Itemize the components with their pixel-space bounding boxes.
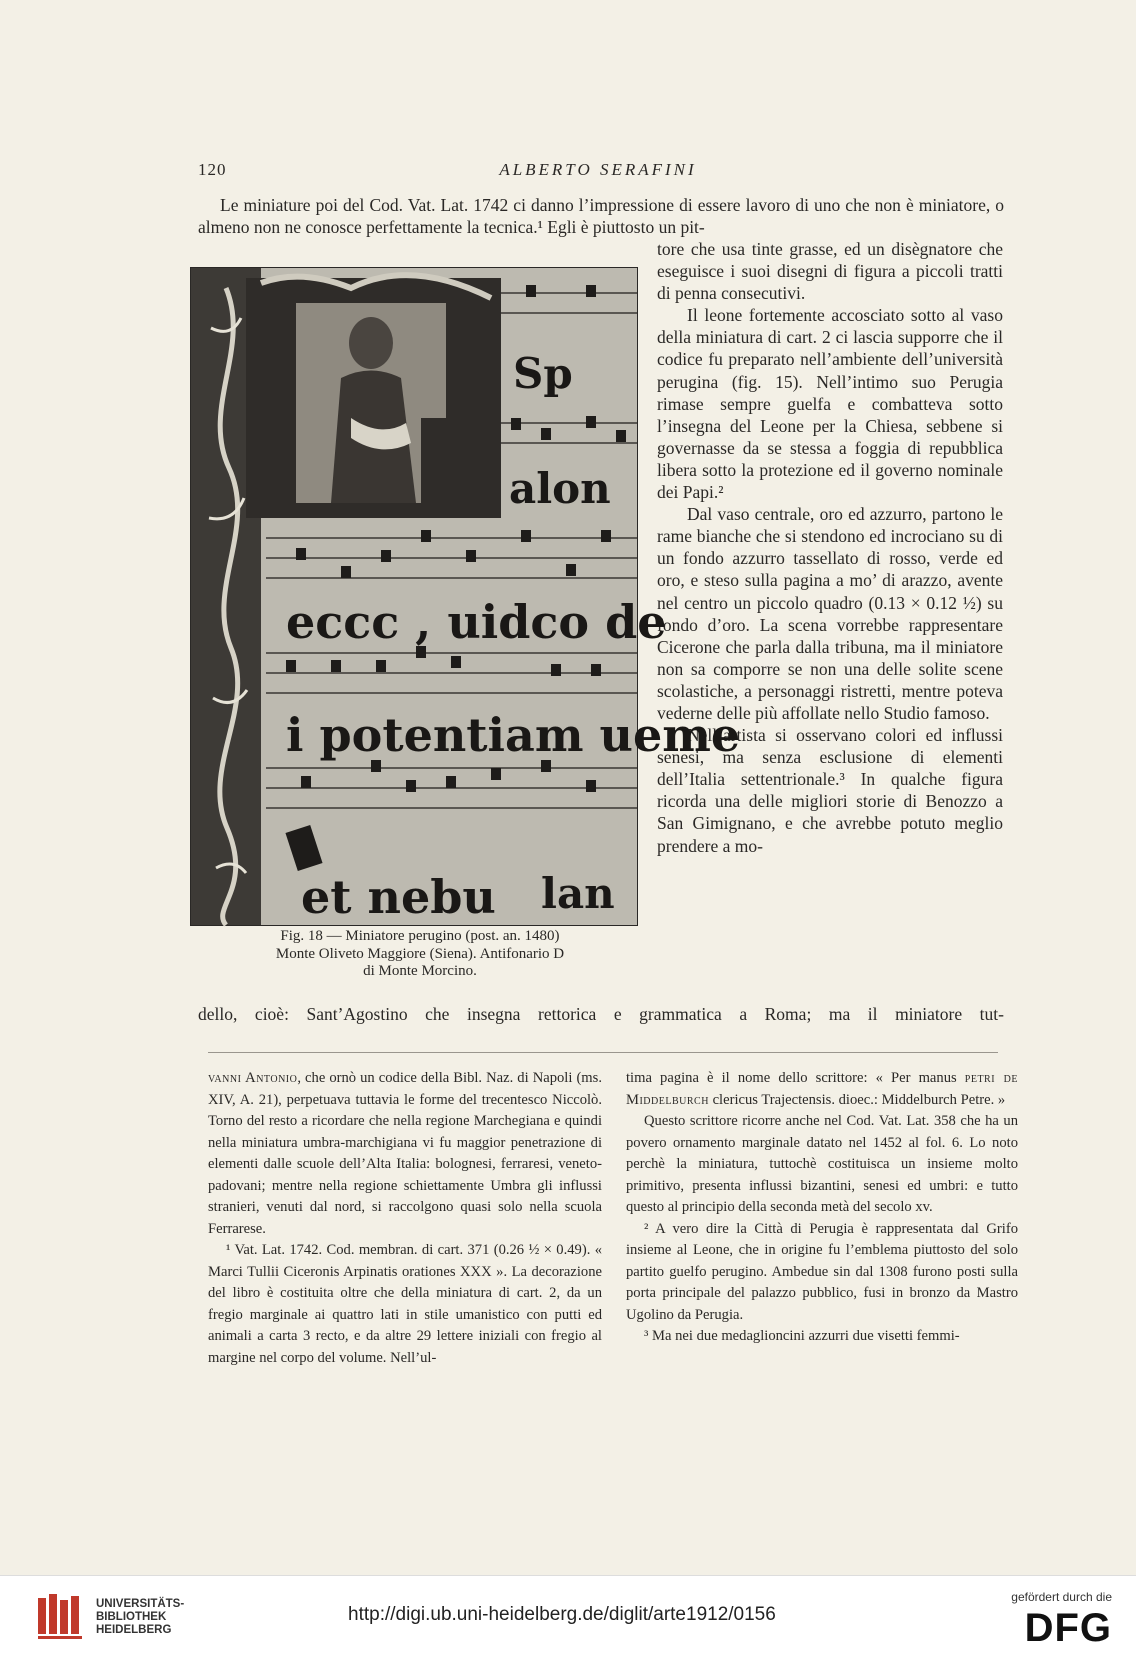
paragraph-final-line: dello, cioè: Sant’Agostino che insegna rettorica e grammatica a Roma; ma il miniatore tut-: [198, 1004, 1004, 1024]
antiphonary-miniature-image: [191, 268, 741, 925]
institution-name: [96, 1598, 184, 1637]
paragraph-vaso: Dal vaso centrale, oro ed azzurro, partono le rame bianche che si stendono ed incrociano su di un fondo azzurro tassellato di rosso, verde ed oro, e steso sulla pagina a mo’ di arazzo, avente nel centro un piccolo quadro (0.13 × 0.12 ½) su fondo d’oro. La scena vorrebbe rappresentare Cicerone che parla dalla tribuna, ma il miniatore non sa comporre se non una delle solite scene scolastiche, a personaggi ristretti, mentre poteva vederne delle più affollate nello Studio famoso.: [657, 504, 1003, 723]
footnote-divider: [208, 1052, 998, 1053]
permalink-url[interactable]: http://digi.ub.uni-heidelberg.de/diglit/arte1912/0156: [348, 1604, 776, 1625]
footnote-1: ¹ Vat. Lat. 1742. Cod. membran. di cart. 371 (0.26 ½ × 0.49). « Marci Tullii Ciceronis Arpinatis orationes XXX ». La decorazione del libro è costituita oltre che della miniatura di cart. 2, da un fregio marginale ai quattro lati in stile umanistico con putti ed animali a carta 3 recto, e da altre 29 lettere iniziali con fregio al margine nel corpo del volume. Nell’ul-: [208, 1242, 602, 1366]
chant-text-6: lan: [541, 869, 615, 918]
figure-caption: [215, 928, 625, 981]
caption-line-1: Fig. 18 — Miniatore perugino (post. an. 1480): [280, 928, 560, 944]
footnotes-right-column: [626, 1068, 1018, 1348]
running-title: ALBERTO SERAFINI: [499, 160, 697, 179]
chant-text-2: i potentiam ueme: [286, 708, 741, 762]
scribe-name-smallcaps: petri de Middelburch: [626, 1070, 1018, 1108]
digitization-footer: [0, 1575, 1136, 1656]
footnote-right-p1a: tima pagina è il nome dello scrittore: « Per manus: [626, 1070, 965, 1086]
chant-text-4: alon: [509, 464, 611, 513]
university-library-logo-icon: [36, 1590, 88, 1642]
institution-line-2: BIBLIOTHEK: [96, 1611, 167, 1623]
paragraph-intro-continued: tore che usa tinte grasse, ed un disègnatore che eseguisce i suoi disegni di figura a piccoli tratti di penna consecutivi.: [657, 239, 1003, 304]
dfg-logo: DFG: [1024, 1606, 1112, 1650]
footnotes-left-column: [208, 1068, 602, 1369]
caption-line-3: di Monte Morcino.: [363, 963, 477, 979]
footnote-3: ³ Ma nei due medaglioncini azzurri due visetti femmi-: [644, 1328, 960, 1344]
footnote-name-smallcaps: vanni Antonio: [208, 1070, 298, 1086]
text-column-right: [657, 238, 1003, 857]
chant-text-1: eccc , uidco de: [286, 595, 667, 649]
footnote-left-p1: , che ornò un codice della Bibl. Naz. di Napoli (ms. XIV, A. 21), perpetuava tuttavia le forme del trecentesco Niccolò. Torno del resto a ricordare che nella regione Marchegiana e quindi nella miniatura umbra-marchigiana vi fu maggior penetrazione di elementi dalle scuole dell’Alta Italia: bolognesi, ferraresi, veneto-padovani; mentre nella regione schiettamente Umbra gli influssi stranieri, venuti dal nord, si raccolgono quasi solo nella scuola Ferrarese.: [208, 1070, 602, 1237]
footnote-right-p1b: clericus Trajectensis. dioec.: Middelburch Petre. »: [708, 1091, 1006, 1108]
institution-line-1: UNIVERSITÄTS-: [96, 1598, 185, 1610]
institution-line-3: HEIDELBERG: [96, 1624, 172, 1636]
caption-line-2: Monte Oliveto Maggiore (Siena). Antifonario D: [275, 945, 565, 962]
chant-text-3: et nebu: [301, 870, 496, 924]
paragraph-intro: [198, 194, 1004, 238]
intro-line-1: Le miniature poi del Cod. Vat. Lat. 1742 ci danno l’impressione di essere lavoro di uno che: [220, 195, 870, 215]
funded-by-label: gefördert durch die: [1011, 1590, 1112, 1604]
chant-text-5: Sp: [513, 349, 573, 398]
paragraph-artista: Nell’artista si osservano colori ed influssi senesi, ma senza esclusione di elementi dell’Italia settentrionale.³ In qualche figura ricorda una delle migliori storie di Benozzo a San Gimignano, e che avrebbe potuto meglio prendere a mo-: [657, 725, 1003, 856]
paragraph-leone: Il leone fortemente accosciato sotto al vaso della miniatura di cart. 2 ci lascia supporre che il codice fu preparato nell’ambiente dell’università perugina (fig. 15). Nell’intimo suo Perugia rimase sempre guelfa e combatteva sotto l’insegna del Leone per la Chiesa, sebbene si governasse da se stessa a foggia di repubblica libera sotto la protezione ed il governo nominale dei Papi.²: [657, 305, 1003, 503]
running-head: [198, 160, 998, 184]
miniature-figure: [190, 267, 741, 926]
page-number: 120: [198, 160, 227, 179]
intro-line-2: non è miniatore, o almeno non ne conosce perfettamente la tecnica.¹ Egli è piuttosto un pit-: [198, 195, 1005, 238]
footnote-right-p2: Questo scrittore ricorre anche nel Cod. Vat. Lat. 358 che ha un povero ornamento marginale datato nel 1452 al fol. 6. Lo noto perchè la miniatura, tuttochè costituisca un insieme molto primitivo, presenta influssi bizantini, senesi ed umbri: e tutto questo al principio della seconda metà del secolo xv.: [626, 1113, 1018, 1215]
footnote-2: ² A vero dire la Città di Perugia è rappresentata dal Grifo insieme al Leone, che in origine fu l’emblema piuttosto del solo partito guelfo perugino. Ambedue sin dal 1308 furono posti sulla porta principale del palazzo pubblico, fusi in bronzo da Mastro Ugolino da Perugia.: [626, 1220, 1018, 1323]
